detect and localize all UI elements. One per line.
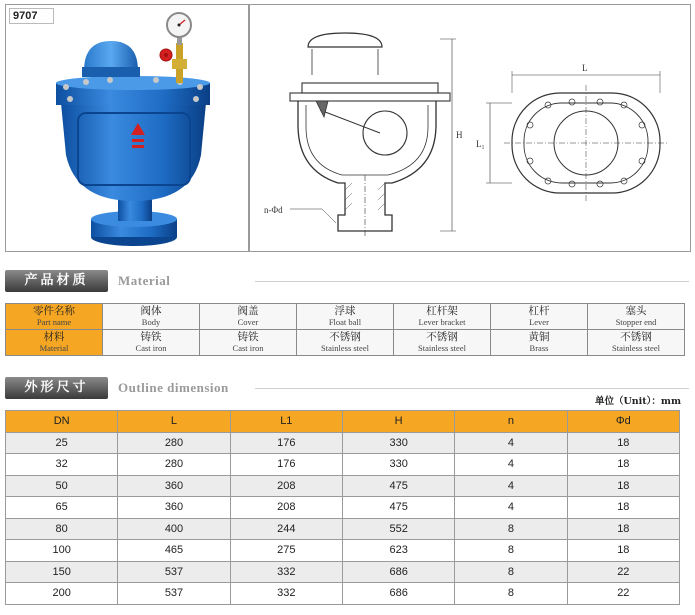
product-photo-panel (5, 4, 249, 252)
table-cell: 208 (230, 497, 342, 519)
table-cell: 80 (6, 518, 118, 540)
part-zh: 浮球 (334, 304, 356, 317)
material-zh: 黄铜 (528, 330, 550, 343)
table-cell: 4 (455, 497, 567, 519)
material-cell (491, 330, 588, 356)
part-zh: 杠杆 (528, 304, 550, 317)
table-cell: 200 (6, 583, 118, 605)
table-cell: 475 (342, 475, 454, 497)
table-cell: 18 (567, 475, 679, 497)
material-title-en: Material (118, 273, 171, 288)
part-cell (103, 304, 200, 330)
material-cell (103, 330, 200, 356)
technical-drawing (250, 5, 690, 251)
part-name-header-zh: 零件名称 (33, 304, 75, 317)
table-cell: 4 (455, 432, 567, 454)
table-row (6, 497, 680, 519)
header-phi-d: Φd (567, 411, 679, 433)
part-en: Stopper end (615, 316, 657, 327)
part-en: Body (141, 316, 161, 327)
table-cell: 360 (118, 475, 230, 497)
material-en: Brass (529, 342, 549, 353)
part-name-header-en: Part name (36, 316, 72, 327)
table-cell: 686 (342, 583, 454, 605)
valve-photo (6, 5, 248, 251)
dimension-header-row (6, 411, 680, 433)
material-cell (394, 330, 491, 356)
table-cell: 208 (230, 475, 342, 497)
table-cell: 32 (6, 454, 118, 476)
table-cell: 280 (118, 432, 230, 454)
table-cell: 330 (342, 432, 454, 454)
part-en: Lever (529, 316, 549, 327)
material-cell (200, 330, 297, 356)
part-en: Lever bracket (418, 316, 466, 327)
model-number: 9707 (9, 8, 54, 24)
table-row (6, 454, 680, 476)
part-en: Cover (237, 316, 259, 327)
table-cell: 100 (6, 540, 118, 562)
table-cell: 275 (230, 540, 342, 562)
dimension-table (5, 410, 680, 605)
section-view (290, 33, 456, 237)
header-dn: DN (6, 411, 118, 433)
table-cell: 22 (567, 561, 679, 583)
part-cell (491, 304, 588, 330)
table-cell: 244 (230, 518, 342, 540)
section-divider (255, 388, 689, 389)
table-cell: 18 (567, 518, 679, 540)
table-cell: 8 (455, 561, 567, 583)
material-title-zh: 产品材质 (5, 270, 108, 292)
valve-body (61, 103, 206, 201)
part-zh: 塞头 (625, 304, 647, 317)
table-cell: 332 (230, 583, 342, 605)
header-l1: L1 (230, 411, 342, 433)
table-row (6, 518, 680, 540)
part-en: Float ball (328, 316, 362, 327)
material-en: Stainless steel (418, 342, 466, 353)
material-zh: 铸铁 (237, 330, 259, 343)
section-divider (255, 281, 689, 282)
table-cell: 537 (118, 583, 230, 605)
material-zh: 不锈钢 (620, 330, 652, 343)
table-cell: 330 (342, 454, 454, 476)
header-l: L (118, 411, 230, 433)
table-row (6, 432, 680, 454)
label-L1: L₁ (476, 139, 485, 149)
table-cell: 18 (567, 454, 679, 476)
material-table (5, 303, 685, 356)
dimension-title-zh: 外形尺寸 (5, 377, 108, 399)
material-row (6, 330, 685, 356)
table-cell: 475 (342, 497, 454, 519)
label-H: H (456, 130, 463, 140)
unit-label: 单位（Unit）：mm (594, 396, 681, 407)
part-zh: 杠杆架 (426, 304, 458, 317)
table-cell: 686 (342, 561, 454, 583)
table-cell: 22 (567, 583, 679, 605)
part-cell (394, 304, 491, 330)
table-cell: 4 (455, 475, 567, 497)
part-name-row (6, 304, 685, 330)
dimension-title-en: Outline dimension (118, 380, 229, 395)
label-L: L (582, 63, 588, 73)
material-en: Cast iron (232, 342, 264, 353)
material-en: Cast iron (135, 342, 167, 353)
header-h: H (342, 411, 454, 433)
part-cell (588, 304, 685, 330)
table-cell: 8 (455, 540, 567, 562)
table-cell: 176 (230, 454, 342, 476)
table-cell: 18 (567, 497, 679, 519)
table-cell: 8 (455, 518, 567, 540)
material-en: Stainless steel (321, 342, 369, 353)
part-zh: 阀盖 (237, 304, 259, 317)
material-header-en: Material (39, 342, 69, 353)
table-cell: 8 (455, 583, 567, 605)
material-section-header (5, 270, 689, 292)
table-cell: 537 (118, 561, 230, 583)
table-cell: 332 (230, 561, 342, 583)
material-zh: 铸铁 (140, 330, 162, 343)
table-cell: 25 (6, 432, 118, 454)
table-cell: 176 (230, 432, 342, 454)
table-cell: 400 (118, 518, 230, 540)
header-n: n (455, 411, 567, 433)
table-row (6, 583, 680, 605)
table-cell: 552 (342, 518, 454, 540)
table-cell: 65 (6, 497, 118, 519)
material-en: Stainless steel (612, 342, 660, 353)
table-cell: 18 (567, 432, 679, 454)
table-cell: 465 (118, 540, 230, 562)
table-row (6, 561, 680, 583)
part-cell (297, 304, 394, 330)
table-cell: 280 (118, 454, 230, 476)
dimension-section-header (5, 377, 689, 399)
material-header (6, 330, 103, 356)
part-zh: 阀体 (140, 304, 162, 317)
plan-view (486, 71, 668, 201)
technical-drawing-panel (249, 4, 691, 252)
table-row (6, 540, 680, 562)
part-name-header (6, 304, 103, 330)
material-header-zh: 材料 (43, 330, 65, 343)
table-row (6, 475, 680, 497)
table-cell: 360 (118, 497, 230, 519)
table-cell: 150 (6, 561, 118, 583)
table-cell: 18 (567, 540, 679, 562)
table-cell: 50 (6, 475, 118, 497)
label-n-phi-d: n-Φd (264, 205, 283, 215)
table-cell: 4 (455, 454, 567, 476)
material-zh: 不锈钢 (329, 330, 361, 343)
part-cell (200, 304, 297, 330)
material-cell (297, 330, 394, 356)
material-zh: 不锈钢 (426, 330, 458, 343)
material-cell (588, 330, 685, 356)
top-cap (84, 41, 138, 71)
table-cell: 623 (342, 540, 454, 562)
